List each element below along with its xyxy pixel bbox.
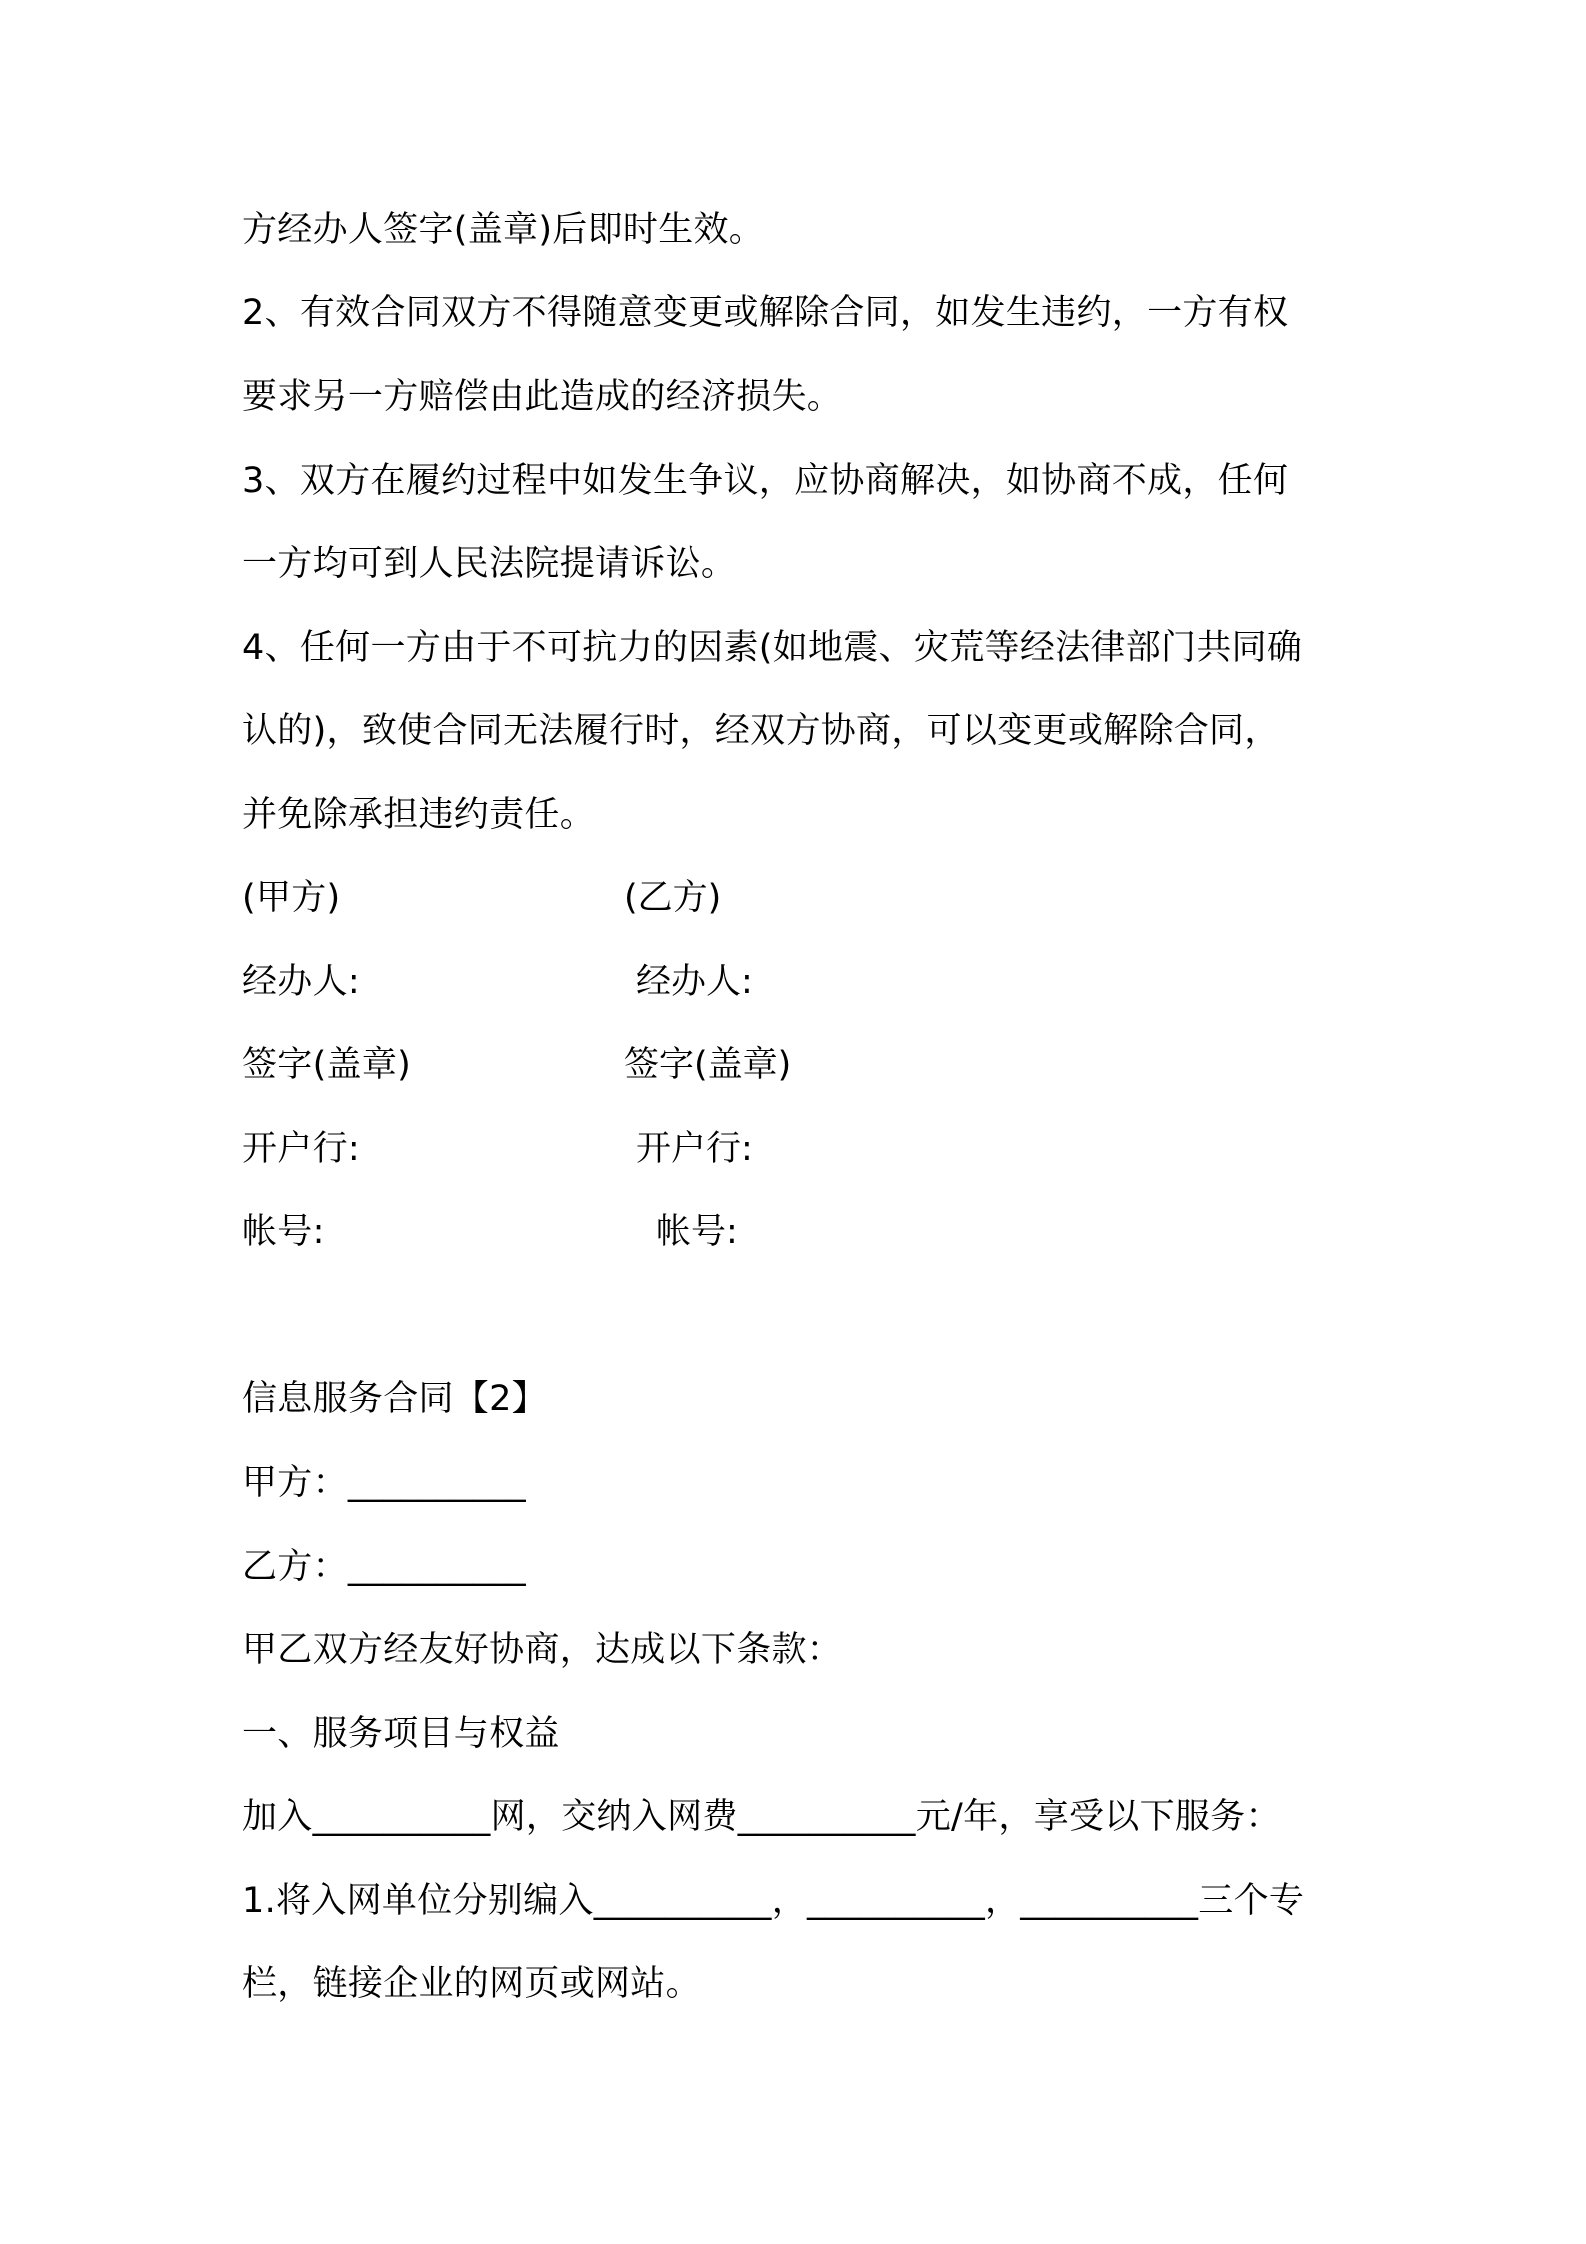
party-b-label: (乙方) bbox=[624, 878, 722, 918]
contract2-party-a: 甲方：__________ bbox=[242, 1463, 526, 1503]
contract2-party-b: 乙方：__________ bbox=[242, 1547, 526, 1587]
contract2-title: 信息服务合同【2】 bbox=[242, 1379, 547, 1419]
contract2-section1-line1: 加入__________网，交纳入网费__________元/年，享受以下服务： bbox=[242, 1797, 1281, 1837]
party-a-label: (甲方) bbox=[242, 878, 341, 918]
paragraph-line: 认的)，致使合同无法履行时，经双方协商，可以变更或解除合同， bbox=[242, 711, 1280, 751]
contract2-section1-heading: 一、服务项目与权益 bbox=[242, 1714, 560, 1754]
paragraph-line: 3、双方在履约过程中如发生争议，应协商解决，如协商不成，任何 bbox=[242, 461, 1289, 501]
party-a-handler: 经办人: bbox=[242, 962, 360, 1002]
party-a-account: 帐号: bbox=[242, 1212, 325, 1252]
party-a-sign: 签字(盖章) bbox=[242, 1045, 412, 1085]
contract2-item1-line1: 1.将入网单位分别编入__________，__________，__________三个专 bbox=[242, 1881, 1305, 1921]
party-b-sign: 签字(盖章) bbox=[624, 1045, 792, 1085]
paragraph-line: 一方均可到人民法院提请诉讼。 bbox=[242, 544, 737, 584]
paragraph-line: 2、有效合同双方不得随意变更或解除合同，如发生违约，一方有权 bbox=[242, 293, 1289, 333]
paragraph-line: 4、任何一方由于不可抗力的因素(如地震、灾荒等经法律部门共同确 bbox=[242, 628, 1303, 668]
paragraph-line: 要求另一方赔偿由此造成的经济损失。 bbox=[242, 377, 843, 417]
party-b-handler: 经办人: bbox=[636, 962, 753, 1002]
contract2-item1-line2: 栏，链接企业的网页或网站。 bbox=[242, 1964, 701, 2004]
party-a-bank: 开户行: bbox=[242, 1129, 360, 1169]
contract2-intro: 甲乙双方经友好协商，达成以下条款： bbox=[242, 1630, 843, 1670]
party-b-account: 帐号: bbox=[656, 1212, 738, 1252]
paragraph-line: 方经办人签字(盖章)后即时生效。 bbox=[242, 210, 765, 250]
party-b-bank: 开户行: bbox=[636, 1129, 753, 1169]
paragraph-line: 并免除承担违约责任。 bbox=[242, 795, 596, 835]
